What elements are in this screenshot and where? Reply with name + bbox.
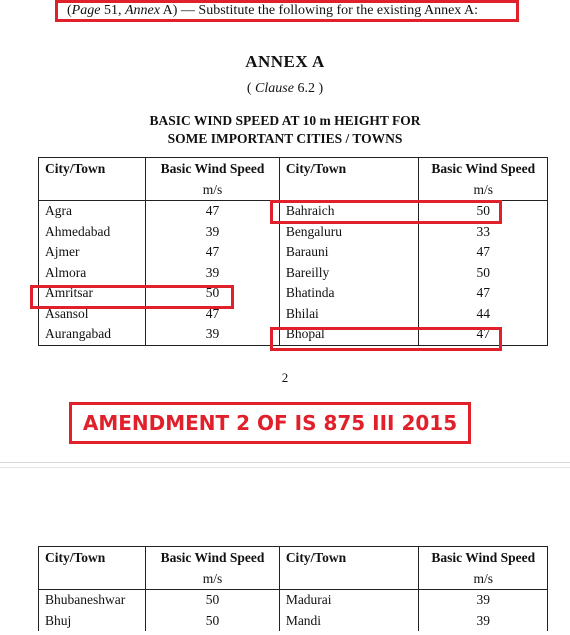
city-cell: Bhopal (279, 324, 419, 345)
note-annex-label: Annex (124, 3, 160, 18)
unit-cell: m/s (419, 569, 548, 590)
speed-cell: 39 (146, 324, 280, 345)
table-heading-line-1: BASIC WIND SPEED AT 10 m HEIGHT FOR (149, 113, 421, 128)
speed-cell: 50 (419, 263, 548, 284)
table-row (39, 263, 548, 284)
speed-cell: 47 (146, 242, 280, 263)
unit-cell (39, 569, 146, 590)
header-speed-1: Basic Wind Speed (146, 547, 280, 570)
city-cell: Madurai (279, 590, 419, 611)
header-speed-2: Basic Wind Speed (419, 547, 548, 570)
highlight-bhopal (270, 327, 502, 351)
city-cell: Barauni (279, 242, 419, 263)
speed-cell: 50 (146, 611, 280, 632)
header-speed-2: Basic Wind Speed (419, 158, 548, 181)
clause-number: 6.2 ) (293, 81, 324, 96)
city-cell: Asansol (39, 304, 146, 325)
table-unit-row (39, 180, 548, 201)
city-cell: Bareilly (279, 263, 419, 284)
amendment-label: AMENDMENT 2 OF IS 875 III 2015 (69, 402, 471, 444)
table-row (39, 222, 548, 243)
clause-reference (0, 81, 570, 97)
table-heading-line-2: SOME IMPORTANT CITIES / TOWNS (167, 131, 403, 146)
city-cell: Amritsar (39, 283, 146, 304)
page-break-line (0, 462, 570, 463)
annex-title: ANNEX A (245, 52, 325, 71)
speed-cell: 47 (146, 304, 280, 325)
speed-cell: 50 (146, 590, 280, 611)
city-cell: Ajmer (39, 242, 146, 263)
wind-speed-table-2 (38, 546, 548, 631)
note-open-paren: ( (67, 3, 72, 18)
wind-speed-table-1 (38, 157, 548, 346)
speed-cell: 39 (419, 590, 548, 611)
note-text: A) — Substitute the following for the existing Annex A: (159, 3, 479, 18)
city-cell: Mandi (279, 611, 419, 632)
unit-cell: m/s (419, 180, 548, 201)
page-break-line (0, 467, 570, 468)
speed-cell: 39 (146, 222, 280, 243)
speed-cell: 39 (146, 263, 280, 284)
note-page-label: Page (71, 3, 101, 18)
speed-cell: 47 (146, 201, 280, 222)
city-cell: Bhatinda (279, 283, 419, 304)
city-cell: Almora (39, 263, 146, 284)
substitution-note (55, 0, 519, 22)
table-row (39, 242, 548, 263)
header-city-1: City/Town (39, 547, 146, 570)
header-city-1: City/Town (39, 158, 146, 181)
unit-cell: m/s (146, 180, 280, 201)
table-row (39, 611, 548, 632)
speed-cell: 50 (146, 283, 280, 304)
speed-cell: 39 (419, 611, 548, 632)
unit-cell: m/s (146, 569, 280, 590)
speed-cell: 44 (419, 304, 548, 325)
page-number: 2 (281, 370, 289, 385)
table-unit-row (39, 569, 548, 590)
city-cell: Bhuj (39, 611, 146, 632)
city-cell: Bengaluru (279, 222, 419, 243)
header-city-2: City/Town (279, 547, 419, 570)
speed-cell: 47 (419, 242, 548, 263)
city-cell: Bhilai (279, 304, 419, 325)
city-cell: Aurangabad (39, 324, 146, 345)
unit-cell (39, 180, 146, 201)
unit-cell (279, 569, 419, 590)
city-cell: Agra (39, 201, 146, 222)
header-city-2: City/Town (279, 158, 419, 181)
speed-cell: 47 (419, 324, 548, 345)
speed-cell: 47 (419, 283, 548, 304)
highlight-bahraich (270, 200, 502, 224)
unit-cell (279, 180, 419, 201)
city-cell: Ahmedabad (39, 222, 146, 243)
speed-cell: 33 (419, 222, 548, 243)
table-header-row (39, 158, 548, 181)
city-cell: Bahraich (279, 201, 419, 222)
table-header-row (39, 547, 548, 570)
clause-open: ( (246, 81, 256, 96)
speed-cell: 50 (419, 201, 548, 222)
header-speed-1: Basic Wind Speed (146, 158, 280, 181)
highlight-amritsar (30, 285, 234, 309)
city-cell: Bhubaneshwar (39, 590, 146, 611)
clause-label: Clause (255, 81, 294, 96)
note-page-number: 51, (100, 3, 125, 18)
table-row (39, 590, 548, 611)
